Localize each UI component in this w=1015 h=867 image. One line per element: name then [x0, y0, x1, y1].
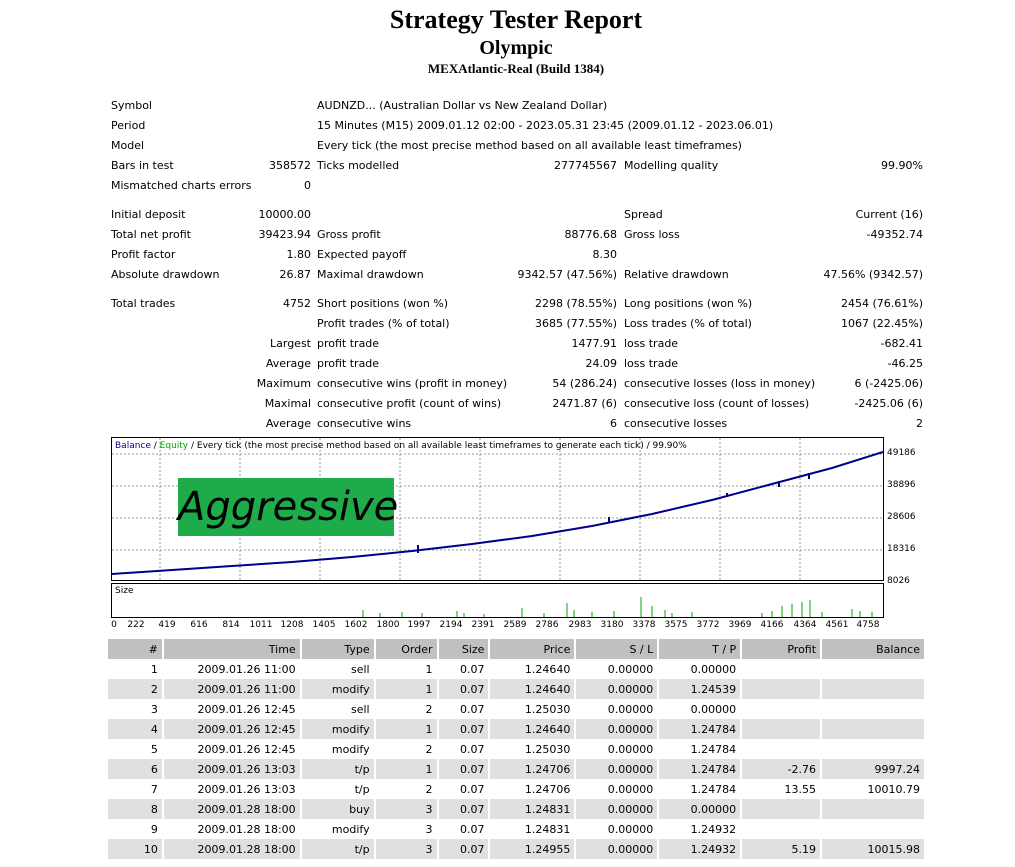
- table-cell: 1.24640: [489, 679, 575, 699]
- table-cell: 10015.98: [821, 839, 925, 859]
- pf-label: Profit factor: [111, 248, 176, 261]
- grossloss-value: -49352.74: [866, 228, 923, 241]
- x-tick: 3378: [632, 620, 656, 630]
- grossloss-label: Gross loss: [624, 228, 680, 241]
- y-tick-5: 8026: [887, 576, 910, 586]
- mcp-value: 2471.87 (6): [552, 397, 617, 410]
- table-cell: 3: [375, 819, 438, 839]
- col-header: T / P: [658, 639, 741, 659]
- table-cell: 0.07: [438, 679, 490, 699]
- netprofit-label: Total net profit: [111, 228, 191, 241]
- table-cell: 0.00000: [658, 659, 741, 679]
- table-cell: 0.00000: [658, 799, 741, 819]
- table-cell: 0.07: [438, 659, 490, 679]
- table-row: [108, 779, 925, 799]
- spread-value: Current (16): [855, 208, 923, 221]
- table-cell: [741, 799, 821, 819]
- x-tick: 4561: [825, 620, 849, 630]
- x-tick: 3180: [600, 620, 624, 630]
- col-header: Profit: [741, 639, 821, 659]
- table-cell: 1.24831: [489, 819, 575, 839]
- x-tick: 4758: [856, 620, 880, 630]
- table-cell: 1.25030: [489, 699, 575, 719]
- x-tick: 0: [111, 620, 117, 630]
- ticks-value: 277745567: [554, 159, 617, 172]
- table-cell: 9: [108, 819, 163, 839]
- acl-label: consecutive losses: [624, 417, 728, 430]
- bars-value: 358572: [269, 159, 311, 172]
- symbol-label: Symbol: [111, 99, 152, 112]
- table-cell: 1.24784: [658, 739, 741, 759]
- mcl-value: 6 (-2425.06): [854, 377, 923, 390]
- table-cell: 2009.01.26 11:00: [163, 679, 301, 699]
- table-cell: 2: [375, 699, 438, 719]
- acl-value: 2: [916, 417, 923, 430]
- legend-rest: / Every tick (the most precise method based on all available least timeframes to generate each tick) / 99.90%: [188, 441, 687, 451]
- ticks-label: Ticks modelled: [317, 159, 400, 172]
- size-bars: [112, 584, 883, 617]
- lt-value: 1067 (22.45%): [840, 317, 923, 330]
- table-cell: 10010.79: [821, 779, 925, 799]
- x-tick: 1997: [407, 620, 431, 630]
- lt-label: Loss trades (% of total): [624, 317, 752, 330]
- report-title: Strategy Tester Report: [389, 5, 643, 34]
- table-cell: 0.07: [438, 779, 490, 799]
- table-cell: sell: [301, 699, 375, 719]
- table-cell: [741, 739, 821, 759]
- deposit-value: 10000.00: [258, 208, 311, 221]
- legend-balance: Balance: [115, 441, 151, 451]
- table-cell: [741, 719, 821, 739]
- model-label: Model: [111, 139, 145, 152]
- col-header: Price: [489, 639, 575, 659]
- period-label: Period: [111, 119, 146, 132]
- absdd-label: Absolute drawdown: [111, 268, 220, 281]
- table-header-row: [108, 639, 925, 659]
- table-cell: 2: [375, 739, 438, 759]
- table-cell: 0.07: [438, 759, 490, 779]
- table-cell: 0.07: [438, 819, 490, 839]
- x-tick: 1405: [312, 620, 336, 630]
- table-row: [108, 759, 925, 779]
- table-cell: 1.24706: [489, 779, 575, 799]
- table-row: [108, 799, 925, 819]
- table-cell: [741, 819, 821, 839]
- table-cell: modify: [301, 719, 375, 739]
- col-header: Time: [163, 639, 301, 659]
- apt-value: 24.09: [585, 357, 617, 370]
- col-header: Type: [301, 639, 375, 659]
- mismatch-label: Mismatched charts errors: [111, 179, 252, 192]
- short-value: 2298 (78.55%): [534, 297, 617, 310]
- col-header: Balance: [821, 639, 925, 659]
- maxdd-label: Maximal drawdown: [317, 268, 424, 281]
- server-name: MEXAtlantic-Real (Build 1384): [427, 61, 605, 76]
- pf-value: 1.80: [286, 248, 311, 261]
- table-cell: 1: [375, 759, 438, 779]
- table-cell: 0.00000: [575, 779, 658, 799]
- reldd-label: Relative drawdown: [624, 268, 729, 281]
- mcw-value: 54 (286.24): [552, 377, 617, 390]
- llt-label: loss trade: [624, 337, 679, 350]
- table-cell: [821, 799, 925, 819]
- table-cell: 0.00000: [658, 699, 741, 719]
- table-cell: 1.24640: [489, 659, 575, 679]
- col-header: Size: [438, 639, 490, 659]
- x-tick: 814: [222, 620, 240, 630]
- table-cell: 2009.01.26 13:03: [163, 779, 301, 799]
- table-cell: 0.00000: [575, 739, 658, 759]
- trades-label: Total trades: [111, 297, 176, 310]
- llt-value: -682.41: [880, 337, 923, 350]
- table-cell: 1.24955: [489, 839, 575, 859]
- size-chart: [111, 583, 884, 618]
- table-cell: 0.07: [438, 699, 490, 719]
- x-tick: 2983: [568, 620, 592, 630]
- model-value: Every tick (the most precise method based on all available least timeframes): [317, 139, 742, 152]
- table-cell: [821, 659, 925, 679]
- lpt-label: profit trade: [317, 337, 380, 350]
- table-cell: 7: [108, 779, 163, 799]
- table-cell: 1.24539: [658, 679, 741, 699]
- average-label: Average: [265, 357, 311, 370]
- table-cell: 0.00000: [575, 819, 658, 839]
- reldd-value: 47.56% (9342.57): [823, 268, 923, 281]
- mcls-label: consecutive loss (count of losses): [624, 397, 810, 410]
- table-cell: 9997.24: [821, 759, 925, 779]
- maximum-label: Maximum: [256, 377, 311, 390]
- table-cell: [741, 679, 821, 699]
- maxdd-value: 9342.57 (47.56%): [517, 268, 617, 281]
- table-cell: [741, 659, 821, 679]
- short-label: Short positions (won %): [317, 297, 449, 310]
- table-cell: 6: [108, 759, 163, 779]
- y-tick-2: 38896: [887, 480, 916, 490]
- legend-equity: Equity: [159, 441, 189, 451]
- average2-label: Average: [265, 417, 311, 430]
- table-cell: sell: [301, 659, 375, 679]
- table-cell: modify: [301, 679, 375, 699]
- table-cell: 0.07: [438, 739, 490, 759]
- table-cell: 2009.01.26 12:45: [163, 699, 301, 719]
- x-tick: 2194: [439, 620, 463, 630]
- x-tick: 419: [158, 620, 176, 630]
- table-cell: 5.19: [741, 839, 821, 859]
- table-row: [108, 679, 925, 699]
- table-cell: 1.24932: [658, 819, 741, 839]
- table-cell: 1.24784: [658, 779, 741, 799]
- table-cell: 2009.01.26 13:03: [163, 759, 301, 779]
- table-row: [108, 719, 925, 739]
- x-tick: 2589: [503, 620, 527, 630]
- mismatch-value: 0: [304, 179, 311, 192]
- table-cell: 1: [108, 659, 163, 679]
- grossprofit-label: Gross profit: [317, 228, 381, 241]
- x-tick: 1011: [249, 620, 273, 630]
- alt-label: loss trade: [624, 357, 679, 370]
- table-cell: [821, 739, 925, 759]
- table-cell: 0.07: [438, 839, 490, 859]
- table-cell: 2009.01.26 11:00: [163, 659, 301, 679]
- table-row: [108, 839, 925, 859]
- table-cell: 5: [108, 739, 163, 759]
- table-row: [108, 819, 925, 839]
- ep-value: 8.30: [592, 248, 617, 261]
- col-header: S / L: [575, 639, 658, 659]
- long-value: 2454 (76.61%): [840, 297, 923, 310]
- size-label: Size: [115, 586, 134, 596]
- table-row: [108, 699, 925, 719]
- expert-name: Olympic: [479, 37, 553, 59]
- table-cell: t/p: [301, 839, 375, 859]
- table-cell: 2: [108, 679, 163, 699]
- table-cell: 2009.01.26 12:45: [163, 719, 301, 739]
- table-cell: [821, 699, 925, 719]
- table-cell: 0.00000: [575, 759, 658, 779]
- x-tick: 222: [127, 620, 145, 630]
- table-cell: modify: [301, 739, 375, 759]
- x-tick: 4166: [760, 620, 784, 630]
- y-tick-3: 28606: [887, 512, 916, 522]
- table-cell: 3: [375, 839, 438, 859]
- table-cell: 1.25030: [489, 739, 575, 759]
- mcp-label: consecutive profit (count of wins): [317, 397, 502, 410]
- table-cell: 1: [375, 679, 438, 699]
- bars-label: Bars in test: [111, 159, 174, 172]
- legend-sep: /: [150, 441, 160, 451]
- x-tick: 1800: [376, 620, 400, 630]
- period-value: 15 Minutes (M15) 2009.01.12 02:00 - 2023.05.31 23:45 (2009.01.12 - 2023.06.01): [317, 119, 774, 132]
- netprofit-value: 39423.94: [258, 228, 311, 241]
- table-body: [108, 659, 925, 859]
- x-tick: 2391: [471, 620, 495, 630]
- table-cell: 1.24640: [489, 719, 575, 739]
- table-cell: 0.00000: [575, 839, 658, 859]
- table-cell: [821, 719, 925, 739]
- table-cell: 1.24932: [658, 839, 741, 859]
- x-tick: 2786: [535, 620, 559, 630]
- ep-label: Expected payoff: [317, 248, 407, 261]
- table-cell: 10: [108, 839, 163, 859]
- table-cell: modify: [301, 819, 375, 839]
- table-cell: 1.24784: [658, 719, 741, 739]
- table-row: [108, 739, 925, 759]
- mcl-label: consecutive losses (loss in money): [624, 377, 816, 390]
- table-cell: 1.24831: [489, 799, 575, 819]
- grossprofit-value: 88776.68: [564, 228, 617, 241]
- x-tick: 3969: [728, 620, 752, 630]
- x-tick: 616: [190, 620, 208, 630]
- col-header: Order: [375, 639, 438, 659]
- table-cell: 0.07: [438, 799, 490, 819]
- symbol-value: AUDNZD... (Australian Dollar vs New Zealand Dollar): [317, 99, 608, 112]
- table-row: [108, 659, 925, 679]
- table-cell: 0.00000: [575, 699, 658, 719]
- y-tick-4: 18316: [887, 544, 916, 554]
- alt-value: -46.25: [887, 357, 923, 370]
- lpt-value: 1477.91: [571, 337, 617, 350]
- quality-label: Modelling quality: [624, 159, 719, 172]
- largest-label: Largest: [270, 337, 311, 350]
- table-cell: 0.00000: [575, 719, 658, 739]
- quality-value: 99.90%: [881, 159, 923, 172]
- trades-table: [108, 639, 926, 859]
- long-label: Long positions (won %): [624, 297, 753, 310]
- spread-label: Spread: [624, 208, 663, 221]
- table-cell: [821, 679, 925, 699]
- trades-value: 4752: [283, 297, 311, 310]
- table-cell: 1: [375, 659, 438, 679]
- col-header: #: [108, 639, 163, 659]
- table-cell: 2009.01.26 12:45: [163, 739, 301, 759]
- table-cell: 3: [108, 699, 163, 719]
- y-tick-1: 49186: [887, 448, 916, 458]
- apt-label: profit trade: [317, 357, 380, 370]
- x-tick: 4364: [793, 620, 817, 630]
- x-tick: 1208: [280, 620, 304, 630]
- x-tick: 3575: [664, 620, 688, 630]
- x-tick: 1602: [344, 620, 368, 630]
- table-cell: t/p: [301, 759, 375, 779]
- x-tick: 3772: [696, 620, 720, 630]
- table-cell: 1.24706: [489, 759, 575, 779]
- chart-legend: [115, 441, 687, 451]
- table-cell: 1.24784: [658, 759, 741, 779]
- table-cell: 0.07: [438, 719, 490, 739]
- absdd-value: 26.87: [279, 268, 311, 281]
- table-cell: 0.00000: [575, 679, 658, 699]
- table-cell: t/p: [301, 779, 375, 799]
- table-cell: 8: [108, 799, 163, 819]
- table-cell: 4: [108, 719, 163, 739]
- mcw-label: consecutive wins (profit in money): [317, 377, 508, 390]
- table-cell: [821, 819, 925, 839]
- table-cell: 2: [375, 779, 438, 799]
- mcls-value: -2425.06 (6): [854, 397, 923, 410]
- table-cell: 2009.01.28 18:00: [163, 839, 301, 859]
- table-cell: 0.00000: [575, 799, 658, 819]
- table-cell: 1: [375, 719, 438, 739]
- table-cell: -2.76: [741, 759, 821, 779]
- table-cell: 13.55: [741, 779, 821, 799]
- table-cell: buy: [301, 799, 375, 819]
- acw-label: consecutive wins: [317, 417, 412, 430]
- deposit-label: Initial deposit: [111, 208, 186, 221]
- acw-value: 6: [610, 417, 617, 430]
- aggressive-overlay: Aggressive: [178, 478, 394, 536]
- table-cell: 0.00000: [575, 659, 658, 679]
- maximal-label: Maximal: [264, 397, 311, 410]
- pt-value: 3685 (77.55%): [534, 317, 617, 330]
- table-cell: 2009.01.28 18:00: [163, 819, 301, 839]
- table-cell: 2009.01.28 18:00: [163, 799, 301, 819]
- pt-label: Profit trades (% of total): [317, 317, 450, 330]
- table-cell: [741, 699, 821, 719]
- table-cell: 3: [375, 799, 438, 819]
